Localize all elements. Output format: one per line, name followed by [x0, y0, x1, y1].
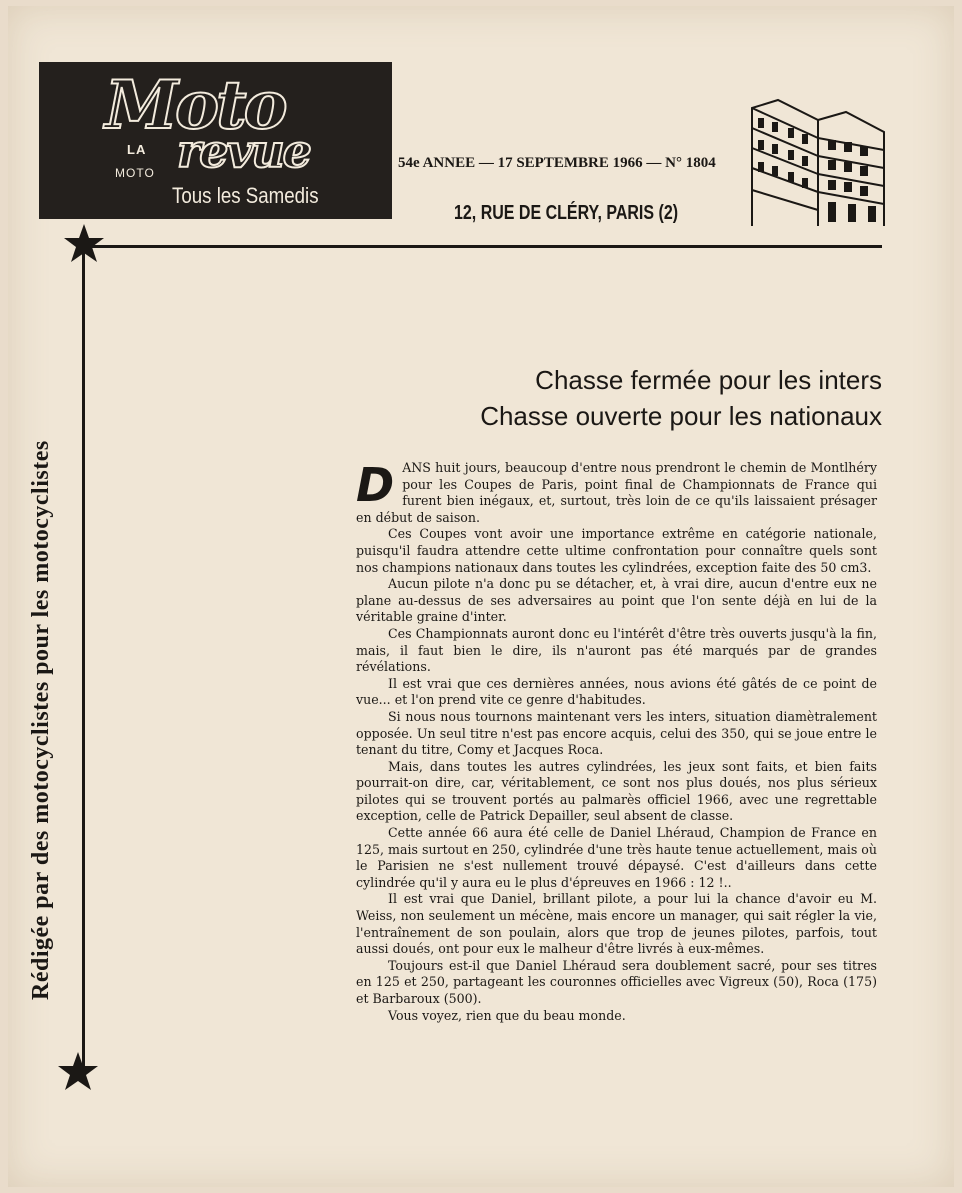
issue-line: 54e ANNEE — 17 SEPTEMBRE 1966 — N° 1804	[398, 155, 716, 171]
logo-revue-text: revue	[177, 124, 310, 178]
article-paragraph: Ces Coupes vont avoir une importance extrême en catégorie nationale, puisqu'il faudra attendre cette ultime confrontation pour connaître quels sont nos champions nationaux dans toutes les cylindrées, exception faite des 50 cm3.	[356, 526, 877, 575]
article-paragraph: Cette année 66 aura été celle de Daniel Lhéraud, Champion de France en 125, mais surtout en 250, cylindrée d'une très haute tenue actuellement, mais où le Parisien ne s'est nullement trouvé dépaysé. C'est d'ailleurs dans cette cylindrée qu'il y aura eu le plus d'épreuves en 1966 : 12 !..	[356, 825, 877, 890]
building-illustration-icon	[748, 98, 888, 226]
masthead-logo-block	[39, 62, 392, 219]
article-body	[356, 460, 877, 1024]
article-paragraph: DANS huit jours, beaucoup d'entre nous prendront le chemin de Montlhéry pour les Coupes de Paris, point final de Championnats de France qui furent bien inégaux, et, surtout, très loin de ce qu'ils laissaient présager en début de saison.	[356, 458, 877, 525]
article-title-line-1: Chasse fermée pour les inters	[535, 365, 882, 395]
logo-moto-text: Moto	[105, 66, 285, 144]
side-divider	[82, 252, 85, 1080]
article-paragraph: Ces Championnats auront donc eu l'intérêt d'être très ouverts jusqu'à la fin, mais, il faut bien le dire, ils n'auront pas été marqués par de grandes révélations.	[356, 625, 877, 675]
logo-moto-small-text: MOTO	[115, 166, 155, 180]
article-paragraph: Mais, dans toutes les autres cylindrées, les jeux sont faits, et bien faits pourrait-on dire, car, véritablement, ce sont nos plus doués, nos plus sérieux pilotes qui se trouvent portés au palmarès officiel 1966, avec une regrettable exception, celle de Patrick Depailler, seul absent de classe.	[356, 758, 877, 824]
article-paragraph: Toujours est-il que Daniel Lhéraud sera doublement sacré, pour ses titres en 125 et 250, partageant les couronnes officielles avec Vigreux (50), Roca (175) et Barbaroux (500).	[356, 957, 877, 1006]
article-paragraph: Il est vrai que ces dernières années, nous avions été gâtés de ce point de vue... et l'on prend vite ce genre d'habitudes.	[356, 675, 877, 708]
star-ornament-icon	[62, 222, 106, 266]
article-paragraph: Vous voyez, rien que du beau monde.	[388, 1007, 626, 1023]
article-paragraph: Il est vrai que Daniel, brillant pilote, a pour lui la chance d'avoir eu M. Weiss, non seulement un mécène, mais encore un manager, qui sait régler la vie, l'entraînement de son poulain, alors que trop de jeunes pilotes, parfois, tout aussi doués, ont pour eux le malheur d'être livrés à eux-mêmes.	[356, 891, 877, 957]
side-caption: Rédigée par des motocyclistes pour les motocyclistes	[28, 440, 54, 1000]
article-paragraph: Si nous nous tournons maintenant vers les inters, situation diamètralement opposée. Un seul titre n'est pas encore acquis, celui des 350, qui se joue entre le tenant du titre, Comy et Jacques Roca.	[356, 708, 877, 758]
header-divider	[90, 245, 882, 248]
masthead-tagline: Tous les Samedis	[172, 183, 319, 208]
address-line: 12, RUE DE CLÉRY, PARIS (2)	[454, 202, 679, 224]
article-title	[370, 362, 882, 434]
drop-cap: D	[356, 458, 395, 512]
logo-la-text: LA	[127, 142, 147, 157]
article-title-line-2: Chasse ouverte pour les nationaux	[480, 401, 882, 431]
article-paragraph: Aucun pilote n'a donc pu se détacher, et, à vrai dire, aucun d'entre eux ne plane au-dessus de ses adversaires au point que l'on sente déjà en lui de la véritable graine d'inter.	[356, 576, 877, 625]
star-ornament-icon	[56, 1050, 100, 1094]
